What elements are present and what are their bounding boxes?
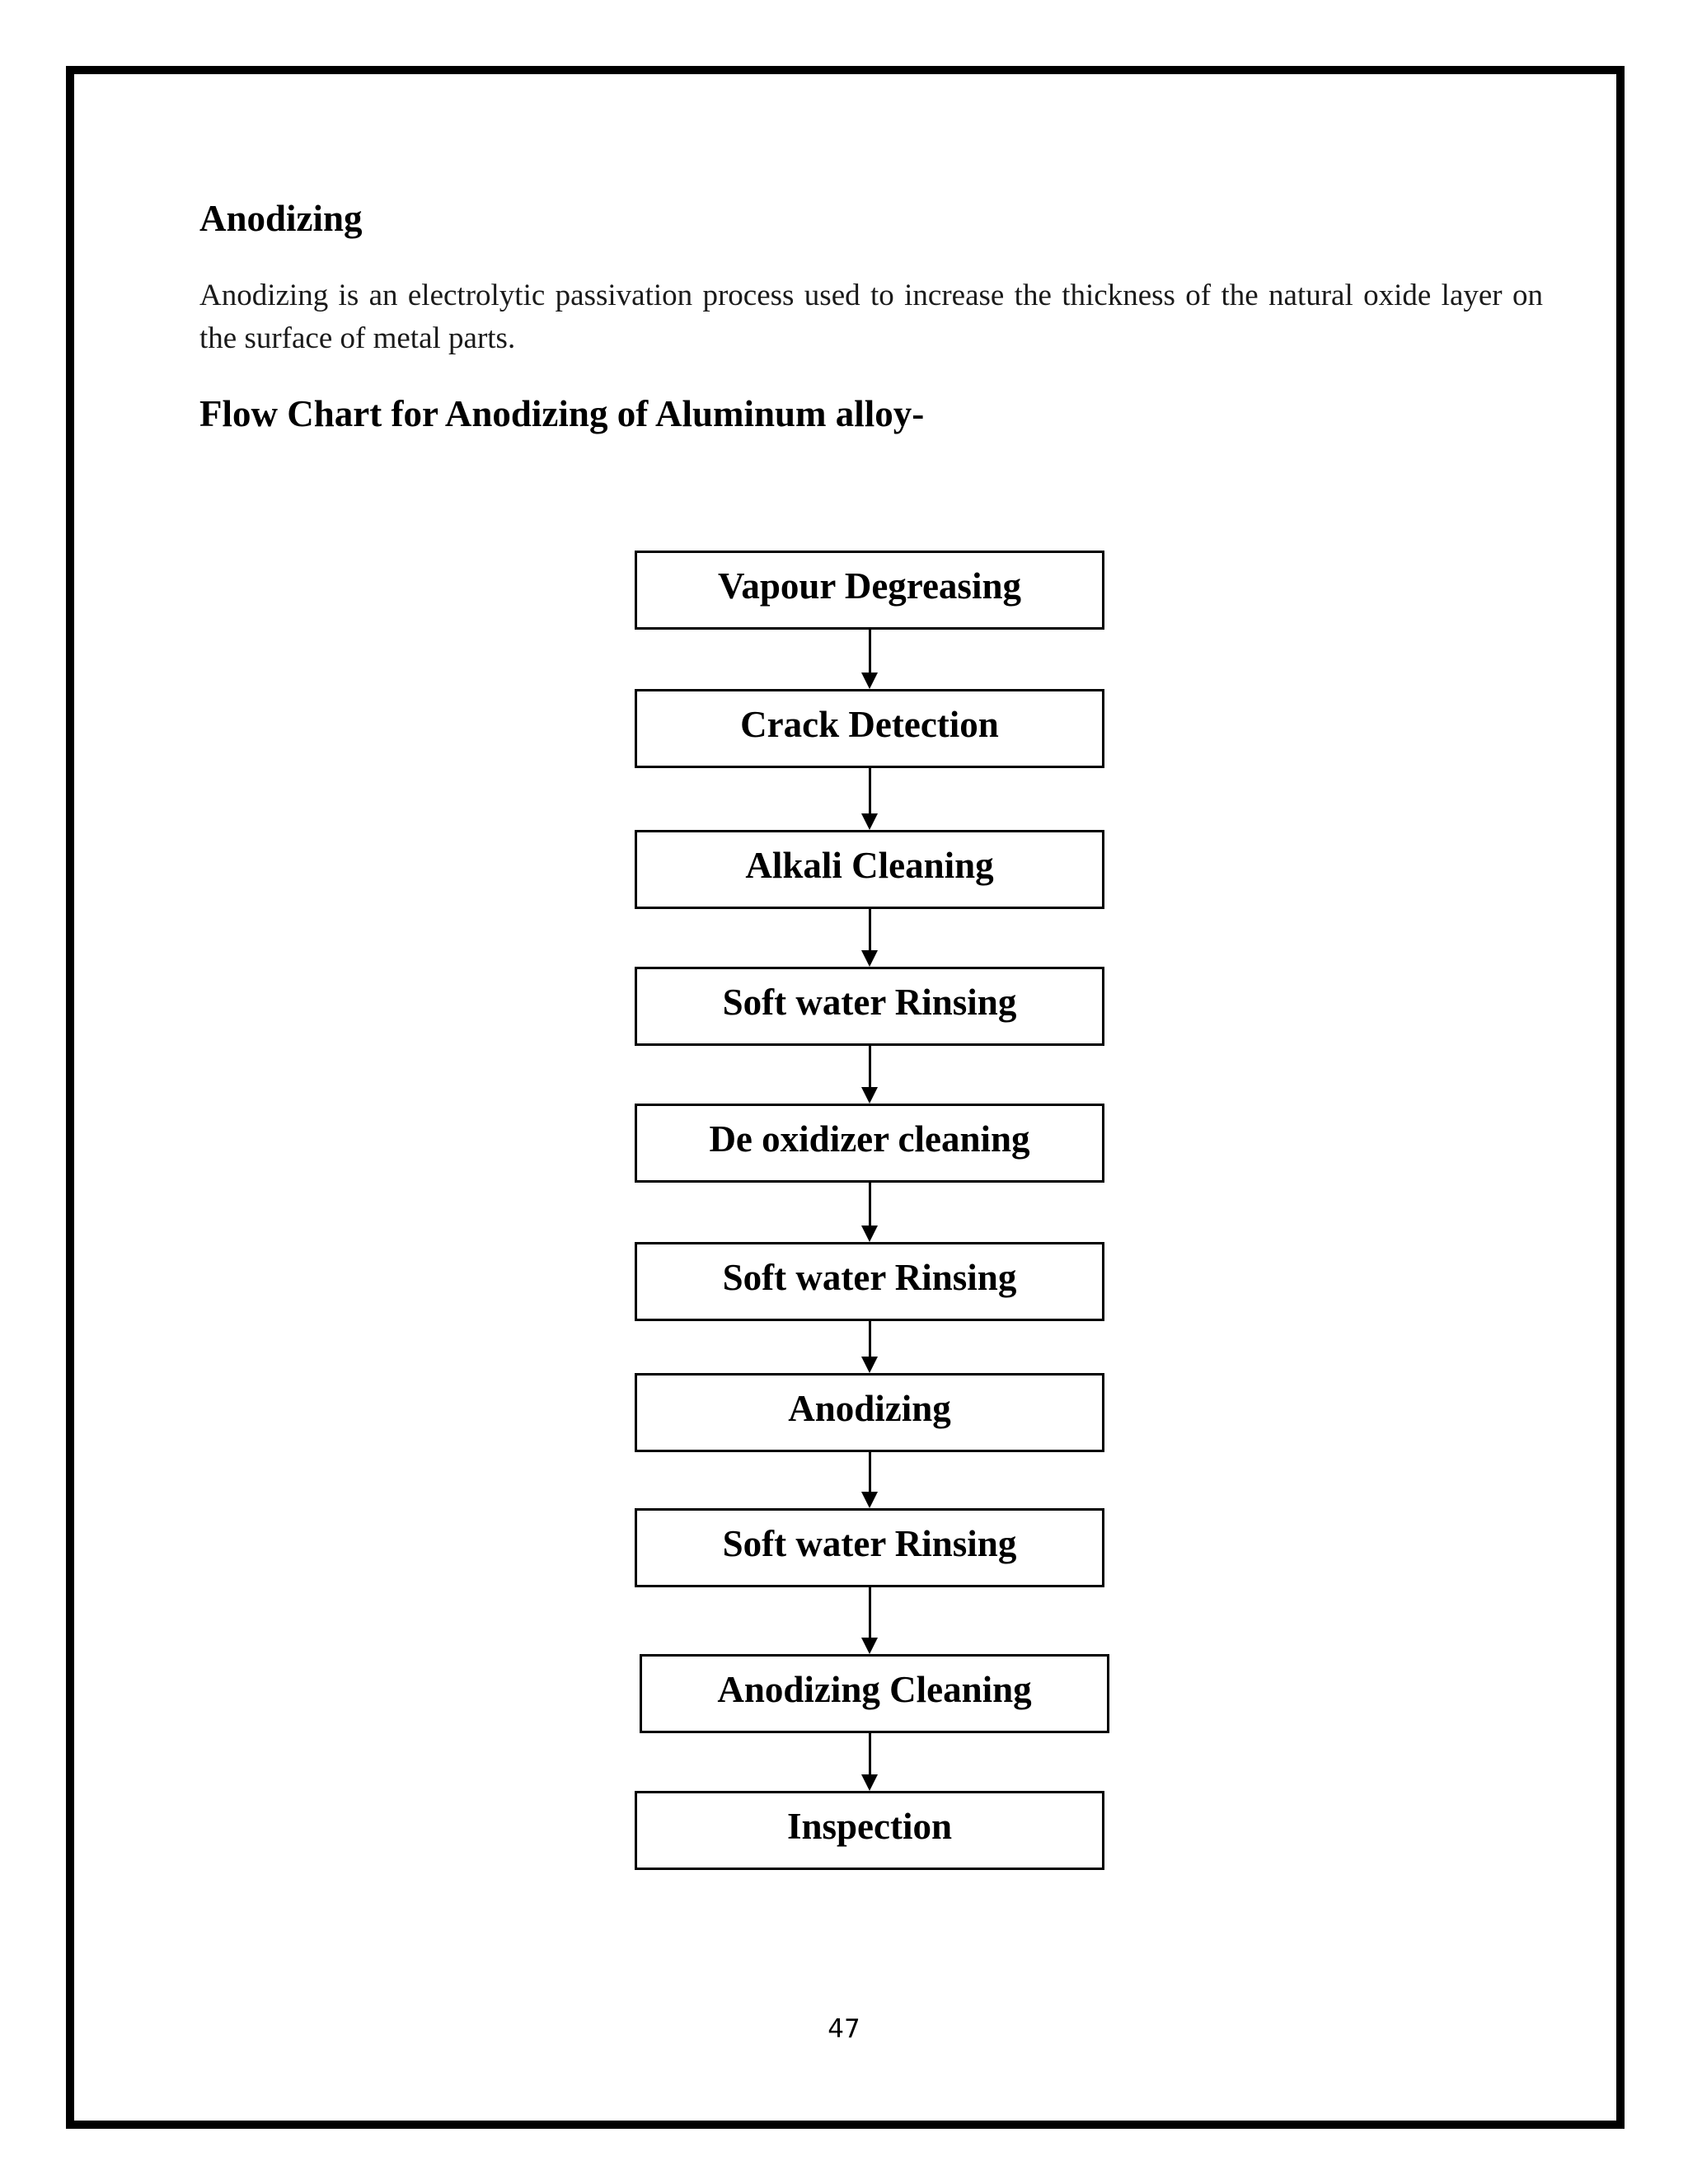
flow-step: Soft water Rinsing [635,1508,1104,1587]
flow-step: Soft water Rinsing [635,967,1104,1046]
page-border [66,66,1625,2129]
page-number: 47 [828,2014,860,2044]
flow-step: Crack Detection [635,689,1104,768]
flowchart-title: Flow Chart for Anodizing of Aluminum alloy- [199,393,925,434]
flow-step: Alkali Cleaning [635,830,1104,909]
flow-step: Anodizing Cleaning [640,1654,1109,1733]
flow-step: Vapour Degreasing [635,551,1104,630]
flow-step: De oxidizer cleaning [635,1104,1104,1183]
flow-step: Anodizing [635,1373,1104,1452]
flow-step: Soft water Rinsing [635,1242,1104,1321]
section-heading: Anodizing [199,198,363,239]
intro-paragraph: Anodizing is an electrolytic passivation process used to increase the thickness of the natural oxide layer on the surface of metal parts. [199,279,1543,355]
flow-step: Inspection [635,1791,1104,1870]
